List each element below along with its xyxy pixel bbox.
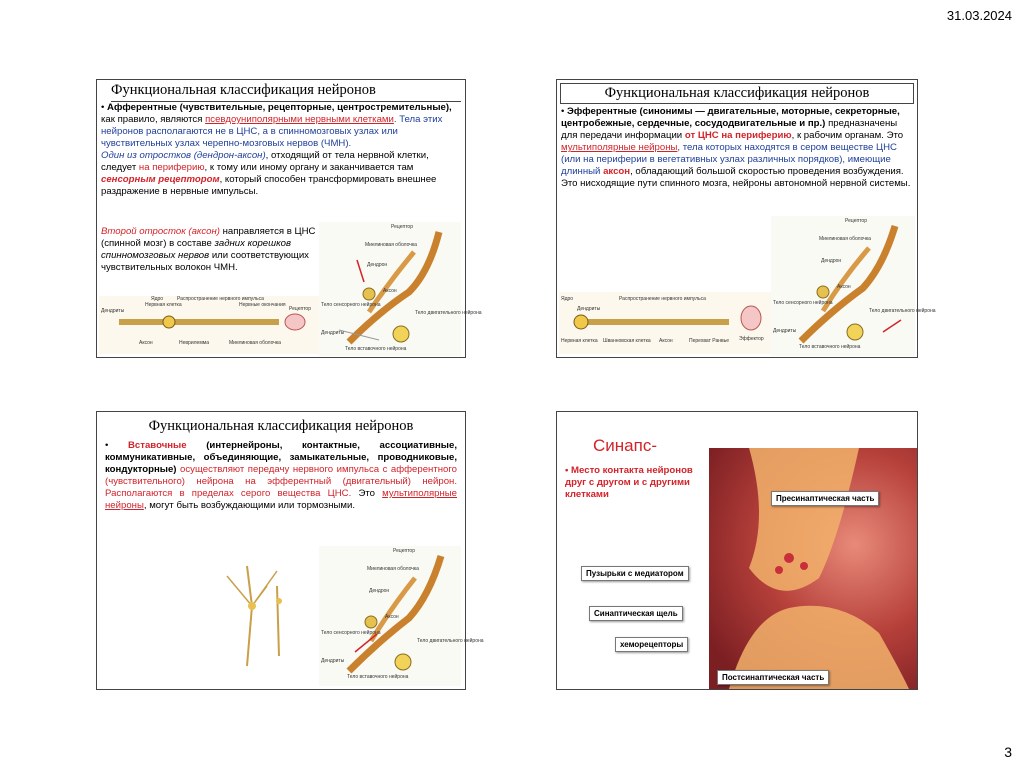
slide-efferent[interactable] (556, 79, 936, 358)
label-postsynaptic: Постсинаптическая часть (717, 670, 829, 685)
multipolar-neuron-drawing (207, 546, 317, 686)
slide-text: • Эфферентные (синонимы — двигательные, моторные, секреторные, центробежные, сердечные, сосудодвигательные и пр.) предназначены для передачи информации от ЦНС на периферию, к рабочим органам. Это мультиполярные нейроны, тела которых находятся в сером веществе ЦНС (или на периферии в вегетативных узлах различных порядков), имеющие длинный аксон, обладающий большой скоростью проведения возбуждения. Это нисходящие пути спинного мозга, нейроны автономной нервной системы. (561, 106, 911, 189)
slide-synapse[interactable] (556, 411, 918, 690)
slide-title: Функциональная классификация нейронов (148, 418, 414, 434)
slide-text: • Афферентные (чувствительные, рецепторные, центростремительные), как правило, являются псевдоуниполярными нервными клетками. Тела этих нейронов располагаются не в ЦНС, а в спинномозговых узлах или чувствительных узлах черепно-мозговых нервов (ЧМН). Один из отростков (дендрон-аксон), отходящий от тела нервной клетки, следует на периферию, к тому или иному органу и заканчивается там сенсорным рецептором, который способен трансформировать внешнее раздражение в нервные импульсы. (101, 102, 452, 197)
neuron-diagram: Рецептор Миелиновая оболочка Дендрон Аксон Тело сенсорного нейрона Тело двигательного нейрона Дендриты Тело вставочного нейрона (771, 216, 915, 356)
synapse-illustration (709, 448, 917, 689)
neuron-strip-diagram: Дендриты Нервная клетка Ядро Распространение нервного импульса Нервные окончания Рецептор Аксон Неврилемма Миелиновая оболочка (99, 296, 319, 354)
slide-afferent[interactable] (96, 79, 482, 358)
date-label: 31.03.2024 (946, 8, 1012, 23)
slide-text-2: Второй отросток (аксон) направляется в ЦНС (спинной мозг) в составе задних корешков спинномозговых нервов или соответствующих чувствительных волокон ЧМН. (101, 226, 316, 273)
neuron-strip-diagram: Ядро Нервная клетка Дендриты Распространение нервного импульса Шванновская клетка Аксон Перехват Ранвье Эффектор (559, 292, 771, 354)
label-vesicles: Пузырьки с медиатором (581, 566, 689, 581)
neuron-diagram: Рецептор Миелиновая оболочка Дендрон Аксон Тело сенсорного нейрона Тело двигательного нейрона Дендриты Тело вставочного нейрона (319, 546, 461, 686)
neuron-diagram: Рецептор Миелиновая оболочка Дендрон Аксон Тело сенсорного нейрона Тело двигательного нейрона Дендриты Тело вставочного нейрона (319, 222, 461, 356)
label-synaptic-cleft: Синаптическая щель (589, 606, 683, 621)
slide-interneurons[interactable] (96, 411, 484, 690)
label-chemoreceptors: хеморецепторы (615, 637, 688, 652)
label-presynaptic: Пресинаптическая часть (771, 491, 879, 506)
slide-title: Функциональная классификация нейронов (560, 83, 914, 104)
slide-title: Синапс- (593, 436, 657, 455)
synapse-definition: • Место контакта нейронов друг с другом и с другими клетками (565, 465, 693, 500)
slide-title: Функциональная классификация нейронов (111, 82, 461, 102)
slide-text: • Вставочные (интернейроны, контактные, ассоциативные, коммуникативные, объединяющие, замыкательные, проводниковые, кондукторные) осуществляют передачу нервного импульса с афферентного (чувствительного) нейрона на эфферентный (двигательный) нейрон. Располагаются в пределах серого вещества ЦНС. Это мультиполярные нейроны, могут быть возбуждающими или тормозными. (105, 440, 458, 511)
page-number: 3 (1004, 744, 1012, 760)
